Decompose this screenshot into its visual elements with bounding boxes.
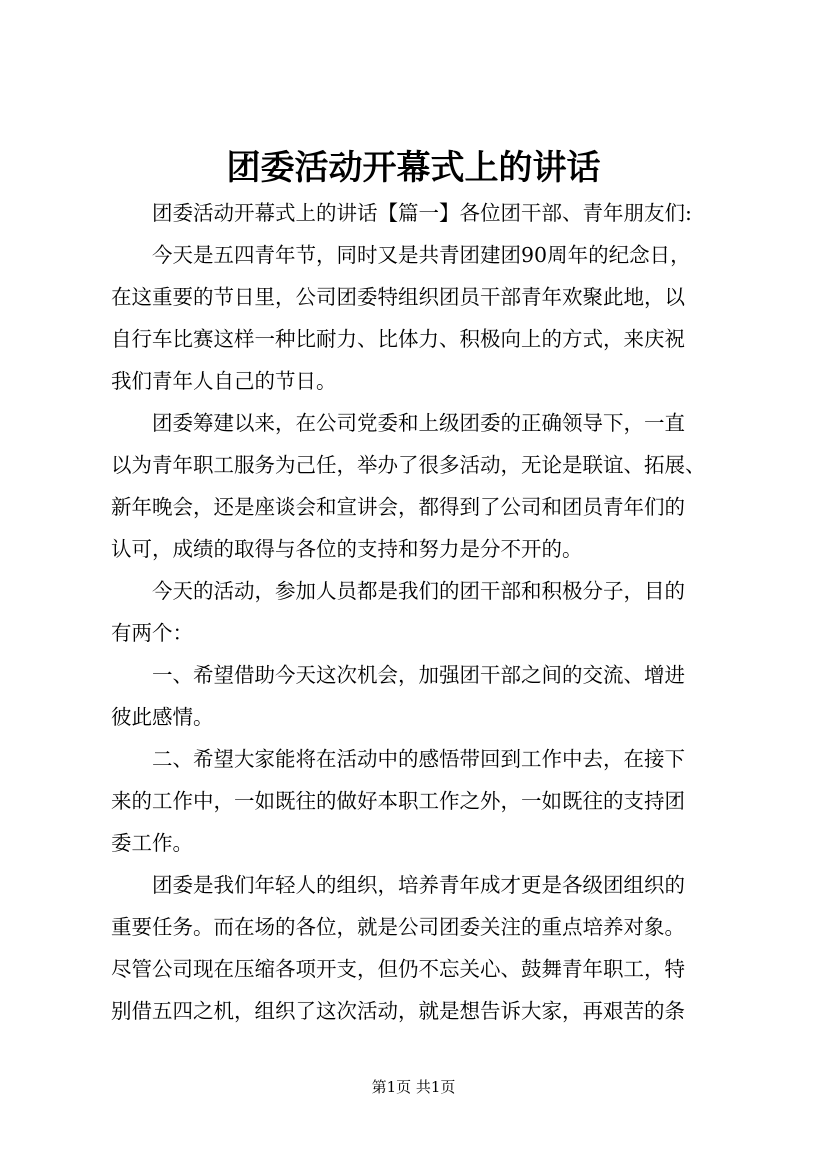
text-line: 来的工作中，一如既往的做好本职工作之外，一如既往的支持团	[111, 789, 685, 813]
text-line: 新年晚会，还是座谈会和宣讲会，都得到了公司和团员青年们的	[111, 495, 685, 519]
document-title: 团委活动开幕式上的讲话	[226, 148, 601, 188]
text-line: 认可，成绩的取得与各位的支持和努力是分不开的。	[111, 537, 583, 561]
text-line: 今天是五四青年节，同时又是共青团建团90周年的纪念日，	[111, 243, 691, 267]
text-line: 在这重要的节日里，公司团委特组织团员干部青年欢聚此地，以	[111, 285, 685, 309]
text-line: 别借五四之机，组织了这次活动，就是想告诉大家，再艰苦的条	[111, 999, 685, 1023]
text-line: 团委活动开幕式上的讲话【篇一】各位团干部、青年朋友们:	[111, 201, 692, 225]
text-line: 一、希望借助今天这次机会，加强团干部之间的交流、增进	[111, 663, 685, 687]
text-line: 今天的活动，参加人员都是我们的团干部和积极分子，目的	[111, 579, 685, 603]
text-line: 彼此感情。	[111, 705, 214, 729]
text-line: 我们青年人自己的节日。	[111, 369, 337, 393]
text-line: 团委筹建以来，在公司党委和上级团委的正确领导下，一直	[111, 411, 685, 435]
text-line: 自行车比赛这样一种比耐力、比体力、积极向上的方式，来庆祝	[111, 327, 685, 351]
text-line: 尽管公司现在压缩各项开支，但仍不忘关心、鼓舞青年职工，特	[111, 957, 685, 981]
text-line: 以为青年职工服务为己任，举办了很多活动，无论是联谊、拓展、	[111, 453, 706, 477]
document-body	[111, 192, 723, 1032]
text-line: 团委是我们年轻人的组织，培养青年成才更是各级团组织的	[111, 873, 685, 897]
text-line: 有两个：	[111, 621, 193, 645]
text-line: 重要任务。而在场的各位，就是公司团委关注的重点培养对象。	[111, 915, 685, 939]
text-line: 二、希望大家能将在活动中的感悟带回到工作中去，在接下	[111, 747, 685, 771]
text-line: 委工作。	[111, 831, 193, 855]
page-footer: 第1页 共1页	[371, 1078, 456, 1096]
